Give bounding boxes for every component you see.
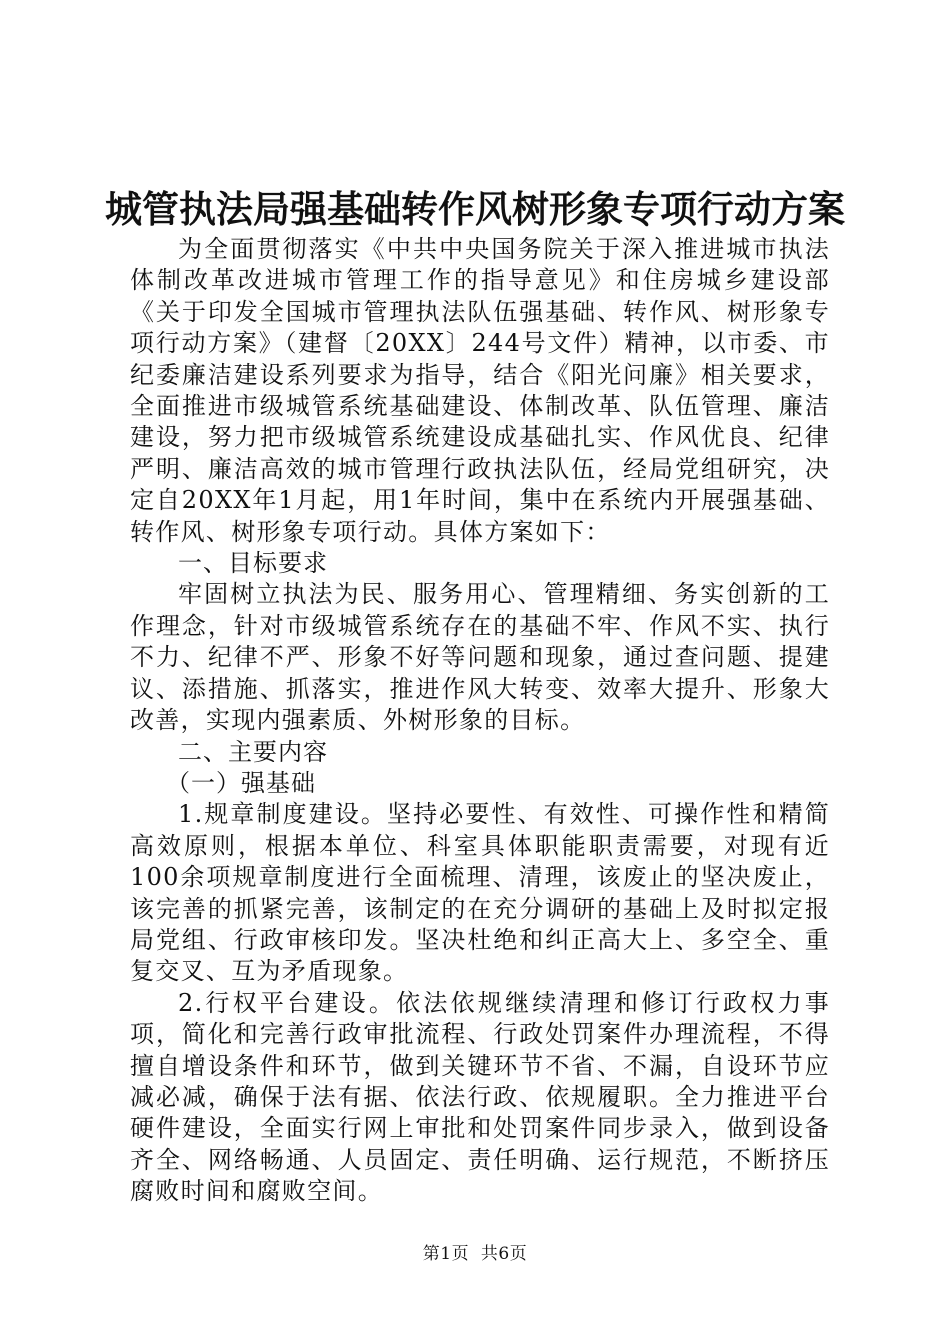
- section-heading-goals: 一、目标要求: [178, 549, 328, 578]
- item-rules-paragraph: 1.规章制度建设。坚持必要性、有效性、可操作性和精简高效原则，根据本单位、科室具体职能职责需要，对现有近100余项规章制度进行全面梳理、清理，该废止的坚决废止，该完善的抓紧完善，该制定的在充分调研的基础上及时拟定报局党组、行政审核印发。坚决杜绝和纠正高大上、多空全、重复交叉、互为矛盾现象。: [130, 800, 830, 986]
- item-platform-paragraph: 2.行权平台建设。依法依规继续清理和修订行政权力事项，简化和完善行政审批流程、行政处罚案件办理流程，不得擅自增设条件和环节，做到关键环节不省、不漏，自设环节应减必减，确保于法有据、依法行政、依规履职。全力推进平台硬件建设，全面实行网上审批和处罚案件同步录入，做到设备齐全、网络畅通、人员固定、责任明确、运行规范，不断挤压腐败时间和腐败空间。: [130, 988, 830, 1206]
- goals-paragraph: 牢固树立执法为民、服务用心、管理精细、务实创新的工作理念，针对市级城管系统存在的基础不牢、作风不实、执行不力、纪律不严、形象不好等问题和现象，通过查问题、提建议、添措施、抓落实，推进作风大转变、效率大提升、形象大改善，实现内强素质、外树形象的目标。: [130, 580, 830, 735]
- document-body: [130, 234, 830, 1208]
- page-footer: 第1页 共6页: [422, 1244, 528, 1264]
- document-title: 城管执法局强基础转作风树形象专项行动方案: [105, 188, 845, 231]
- section-heading-content: 二、主要内容: [178, 737, 328, 766]
- intro-paragraph: 为全面贯彻落实《中共中央国务院关于深入推进城市执法体制改革改进城市管理工作的指导意见》和住房城乡建设部《关于印发全国城市管理执法队伍强基础、转作风、树形象专项行动方案》（建督〔20XX〕244号文件）精神，以市委、市纪委廉洁建设系列要求为指导，结合《阳光问廉》相关要求，全面推进市级城管系统基础建设、体制改革、队伍管理、廉洁建设，努力把市级城管系统建设成基础扎实、作风优良、纪律严明、廉洁高效的城市管理行政执法队伍，经局党组研究，决定自20XX年1月起，用1年时间，集中在系统内开展强基础、转作风、树形象专项行动。具体方案如下：: [130, 235, 830, 546]
- subsection-heading-foundation: （一）强基础: [166, 768, 316, 797]
